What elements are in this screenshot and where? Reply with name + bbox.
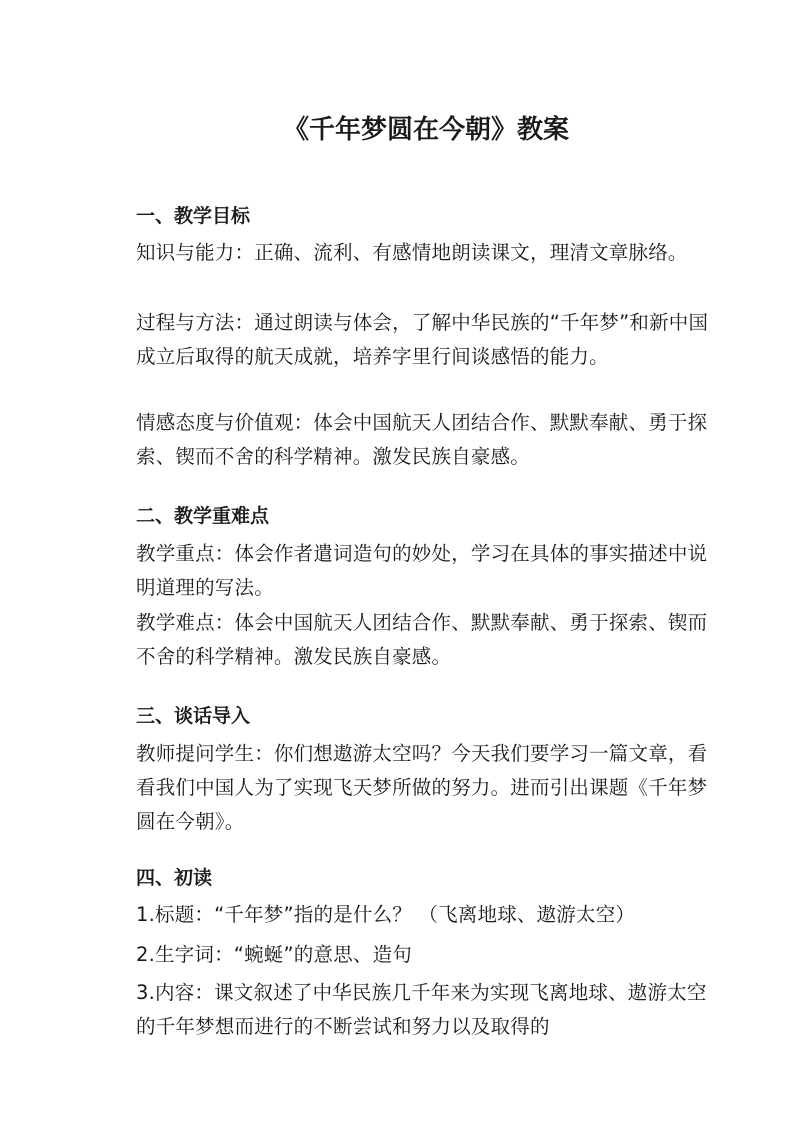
- section-heading-key-points: 二、教学重难点: [136, 505, 270, 527]
- paragraph-process-method: 过程与方法：通过朗读与体会，了解中华民族的“千年梦”和新中国成立后取得的航天成就，培养字里行间谈感悟的能力。: [136, 311, 709, 368]
- list-item-new-words: 2.生字词：“蜿蜒”的意思、造句: [136, 943, 413, 966]
- paragraph-emotion-values: 情感态度与价值观：体会中国航天人团结合作、默默奉献、勇于探索、锲而不舍的科学精神。激发民族自豪感。: [136, 411, 708, 468]
- paragraph-knowledge-ability: 知识与能力：正确、流利、有感情地朗读课文，理清文章脉络。: [136, 241, 688, 264]
- paragraph-introduction: 教师提问学生：你们想遨游太空吗？今天我们要学习一篇文章，看看我们中国人为了实现飞天梦所做的努力。进而引出课题《千年梦圆在今朝》。: [136, 742, 708, 833]
- section-heading-objectives: 一、教学目标: [136, 205, 251, 227]
- document-title: 《千年梦圆在今朝》教案: [282, 115, 569, 145]
- list-item-title-question: 1.标题：“千年梦”指的是什么？ （飞离地球、遨游太空）: [136, 903, 636, 926]
- section-heading-first-reading: 四、初读: [136, 867, 213, 889]
- section-heading-introduction: 三、谈话导入: [136, 705, 251, 727]
- paragraph-difficult-point: 教学难点：体会中国航天人团结合作、默默奉献、勇于探索、锲而不舍的科学精神。激发民族自豪感。: [136, 611, 708, 668]
- paragraph-key-point: 教学重点：体会作者遣词造句的妙处，学习在具体的事实描述中说明道理的写法。: [136, 542, 708, 599]
- list-item-content: 3.内容：课文叙述了中华民族几千年来为实现飞离地球、遨游太空的千年梦想而进行的不断尝试和努力以及取得的: [136, 981, 707, 1038]
